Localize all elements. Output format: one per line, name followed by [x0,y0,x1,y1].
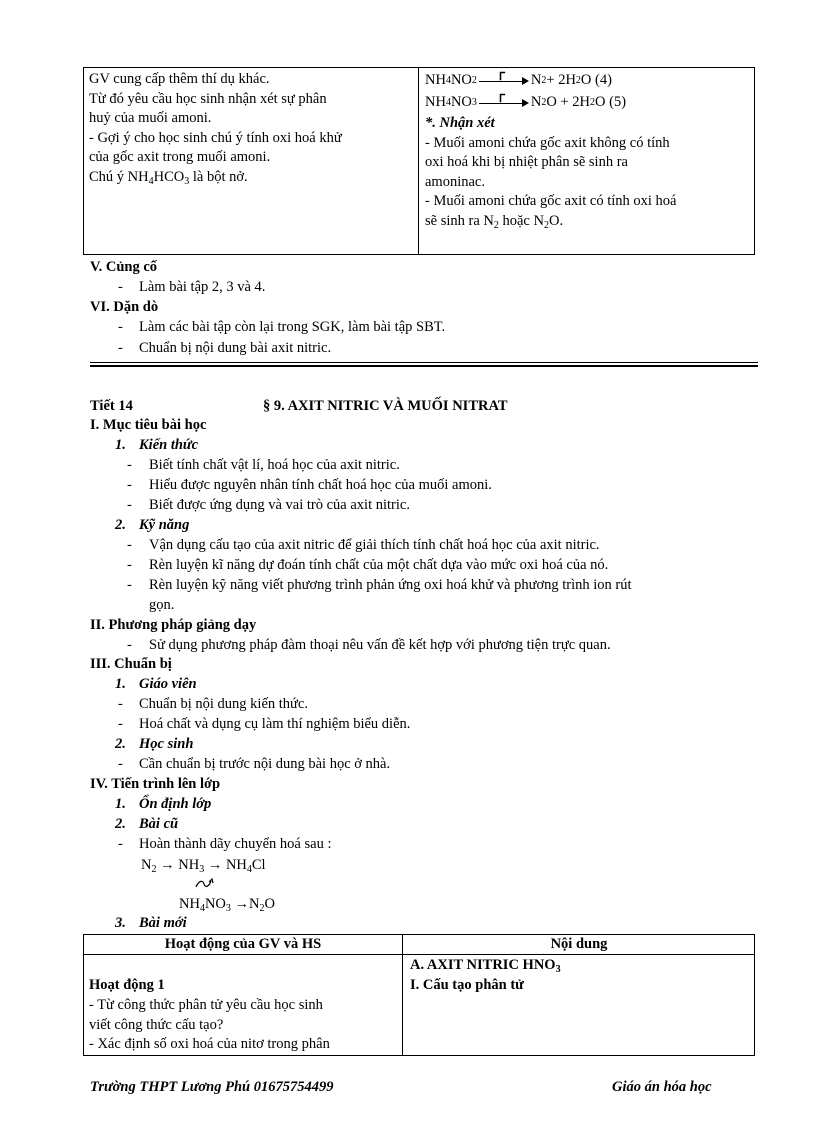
subsection-title: Học sinh [139,736,194,752]
dash-icon: - [127,497,132,513]
section-ii-heading: II. Phương pháp giảng dạy [90,617,257,633]
subsection-number: 1. [115,796,126,812]
subsection-number: 2. [115,816,126,832]
dash-icon: - [118,340,123,356]
remark-line: - Muối amoni chứa gốc axit không có tính [425,134,670,151]
subsection-number: 1. [115,437,126,453]
dash-icon: - [127,457,132,473]
list-item: Hoá chất và dụng cụ làm thí nghiệm biểu diễn. [139,716,411,732]
subsection-title: Ổn định lớp [139,796,212,812]
dash-icon: - [127,537,132,553]
dash-icon: - [127,577,132,593]
remark-line: amoninac. [425,173,485,190]
table-header-content: Nội dung [550,936,608,952]
dash-icon: - [118,836,123,852]
list-item: Làm các bài tập còn lại trong SGK, làm bài tập SBT. [139,319,446,335]
list-item: Hiểu được nguyên nhân tính chất hoá học của muối amoni. [149,477,492,493]
reaction-chain-2: $NH_4NO_3 \to N_2O$ [179,896,275,914]
remark-line: - Muối amoni chứa gốc axit có tính oxi hoá [425,193,677,209]
footer-school: Trường THPT Lương Phú 01675754499 [90,1079,334,1095]
activity-line: GV cung cấp thêm thí dụ khác. [89,71,270,87]
content-cell [425,70,750,231]
activity-line: của gốc axit trong muối amoni. [89,149,271,165]
subsection-number: 3. [115,915,126,931]
reaction-arrow-icon: ᒥ [479,75,529,87]
list-item: Rèn luyện kĩ năng dự đoán tính chất của một chất dựa vào mức oxi hoá của nó. [149,557,609,573]
right-arrow-icon: → [207,857,223,873]
content-subheading: I. Cấu tạo phân tử [410,977,524,993]
right-arrow-icon: → [234,896,250,912]
list-item: Biết được ứng dụng và vai trò của axit nitric. [149,497,410,513]
section-iii-heading: III. Chuẩn bị [90,656,172,672]
table-divider [418,68,419,254]
activity-line: - Gợi ý cho học sinh chú ý tính oxi hoá khử [89,129,342,146]
dash-icon: - [118,319,123,335]
activity-line: viết công thức cấu tạo? [89,1017,224,1033]
lesson-number: Tiết 14 [90,398,133,414]
subsection-number: 2. [115,517,126,533]
activity-note: Chú ý $NH_4HCO_3$ là bột nở. [89,168,248,187]
subsection-title: Bài mới [139,915,187,931]
list-item: Chuẩn bị nội dung bài axit nitric. [139,340,332,356]
activity-line: Từ đó yêu cầu học sinh nhận xét sự phân [89,90,327,107]
dash-icon: - [118,696,123,712]
curved-arrow-icon [194,875,216,891]
separator-line [90,365,758,367]
list-item: Chuẩn bị nội dung kiến thức. [139,696,308,712]
footer-subject: Giáo án hóa học [612,1079,712,1095]
section-i-heading: I. Mục tiêu bài học [90,417,207,433]
equation-5: NH 4 NO 3 ᒥ N 2 O + 2H 2 O (5) [425,93,627,111]
subsection-number: 2. [115,736,126,752]
separator-line [90,362,758,363]
subsection-title: Kỹ năng [139,517,190,533]
list-item: Làm bài tập 2, 3 và 4. [139,279,266,295]
list-item: Biết tính chất vật lí, hoá học của axit nitric. [149,457,400,473]
list-item-continuation: gọn. [149,597,175,613]
section-v-heading: V. Củng cố [90,259,158,275]
activity-line: - Xác định số oxi hoá của nitơ trong phân [89,1036,330,1052]
activity-line: - Từ công thức phân tử yêu cầu học sinh [89,997,323,1013]
reaction-chain-1: $N_2 \to NH_3 \to NH_4Cl$ [141,857,266,875]
right-arrow-icon: → [160,857,175,873]
dash-icon: - [127,637,132,653]
remark-line: sẽ sinh ra $N_2$ hoặc $N_2O$. [425,212,564,231]
list-item: Cần chuẩn bị trước nội dung bài học ở nhà. [139,756,391,772]
subsection-title: Kiến thức [139,437,199,453]
table-header-activity: Hoạt động của GV và HS [164,936,322,952]
dash-icon: - [118,716,123,732]
lesson-table [83,934,755,1056]
lesson-title: § 9. AXIT NITRIC VÀ MUỐI NITRAT [263,398,508,414]
content-heading: A. AXIT NITRIC $HNO_3$ [410,957,561,975]
reaction-arrow-icon: ᒥ [479,97,529,109]
subsection-title: Bài cũ [139,816,179,832]
dash-icon: - [127,557,132,573]
dash-icon: - [127,477,132,493]
dash-icon: - [118,279,123,295]
remark-title: *. Nhận xét [425,115,495,131]
subsection-number: 1. [115,676,126,692]
subsection-title: Giáo viên [139,676,197,692]
list-item: Sử dụng phương pháp đàm thoại nêu vấn đề kết hợp với phương tiện trực quan. [149,637,611,653]
teacher-activity-cell [89,70,409,187]
reaction-table [83,67,755,255]
list-item: Vận dụng cấu tạo của axit nitric để giải thích tính chất hoá học của axit nitric. [149,537,600,553]
section-iv-heading: IV. Tiến trình lên lớp [90,776,221,792]
remark-line: oxi hoá khi bị nhiệt phân sẽ sinh ra [425,154,628,170]
section-vi-heading: VI. Dặn dò [90,299,159,315]
activity-title: Hoạt động 1 [89,977,165,993]
equation-4: NH 4 NO 2 ᒥ N 2 + 2H 2 O (4) [425,71,612,89]
list-item: Rèn luyện kỹ năng viết phương trình phản ứng oxi hoá khử và phương trình ion rút [149,577,632,593]
list-item: Hoàn thành dãy chuyển hoá sau : [139,836,332,852]
activity-line: huỷ của muối amoni. [89,110,212,126]
dash-icon: - [118,756,123,772]
